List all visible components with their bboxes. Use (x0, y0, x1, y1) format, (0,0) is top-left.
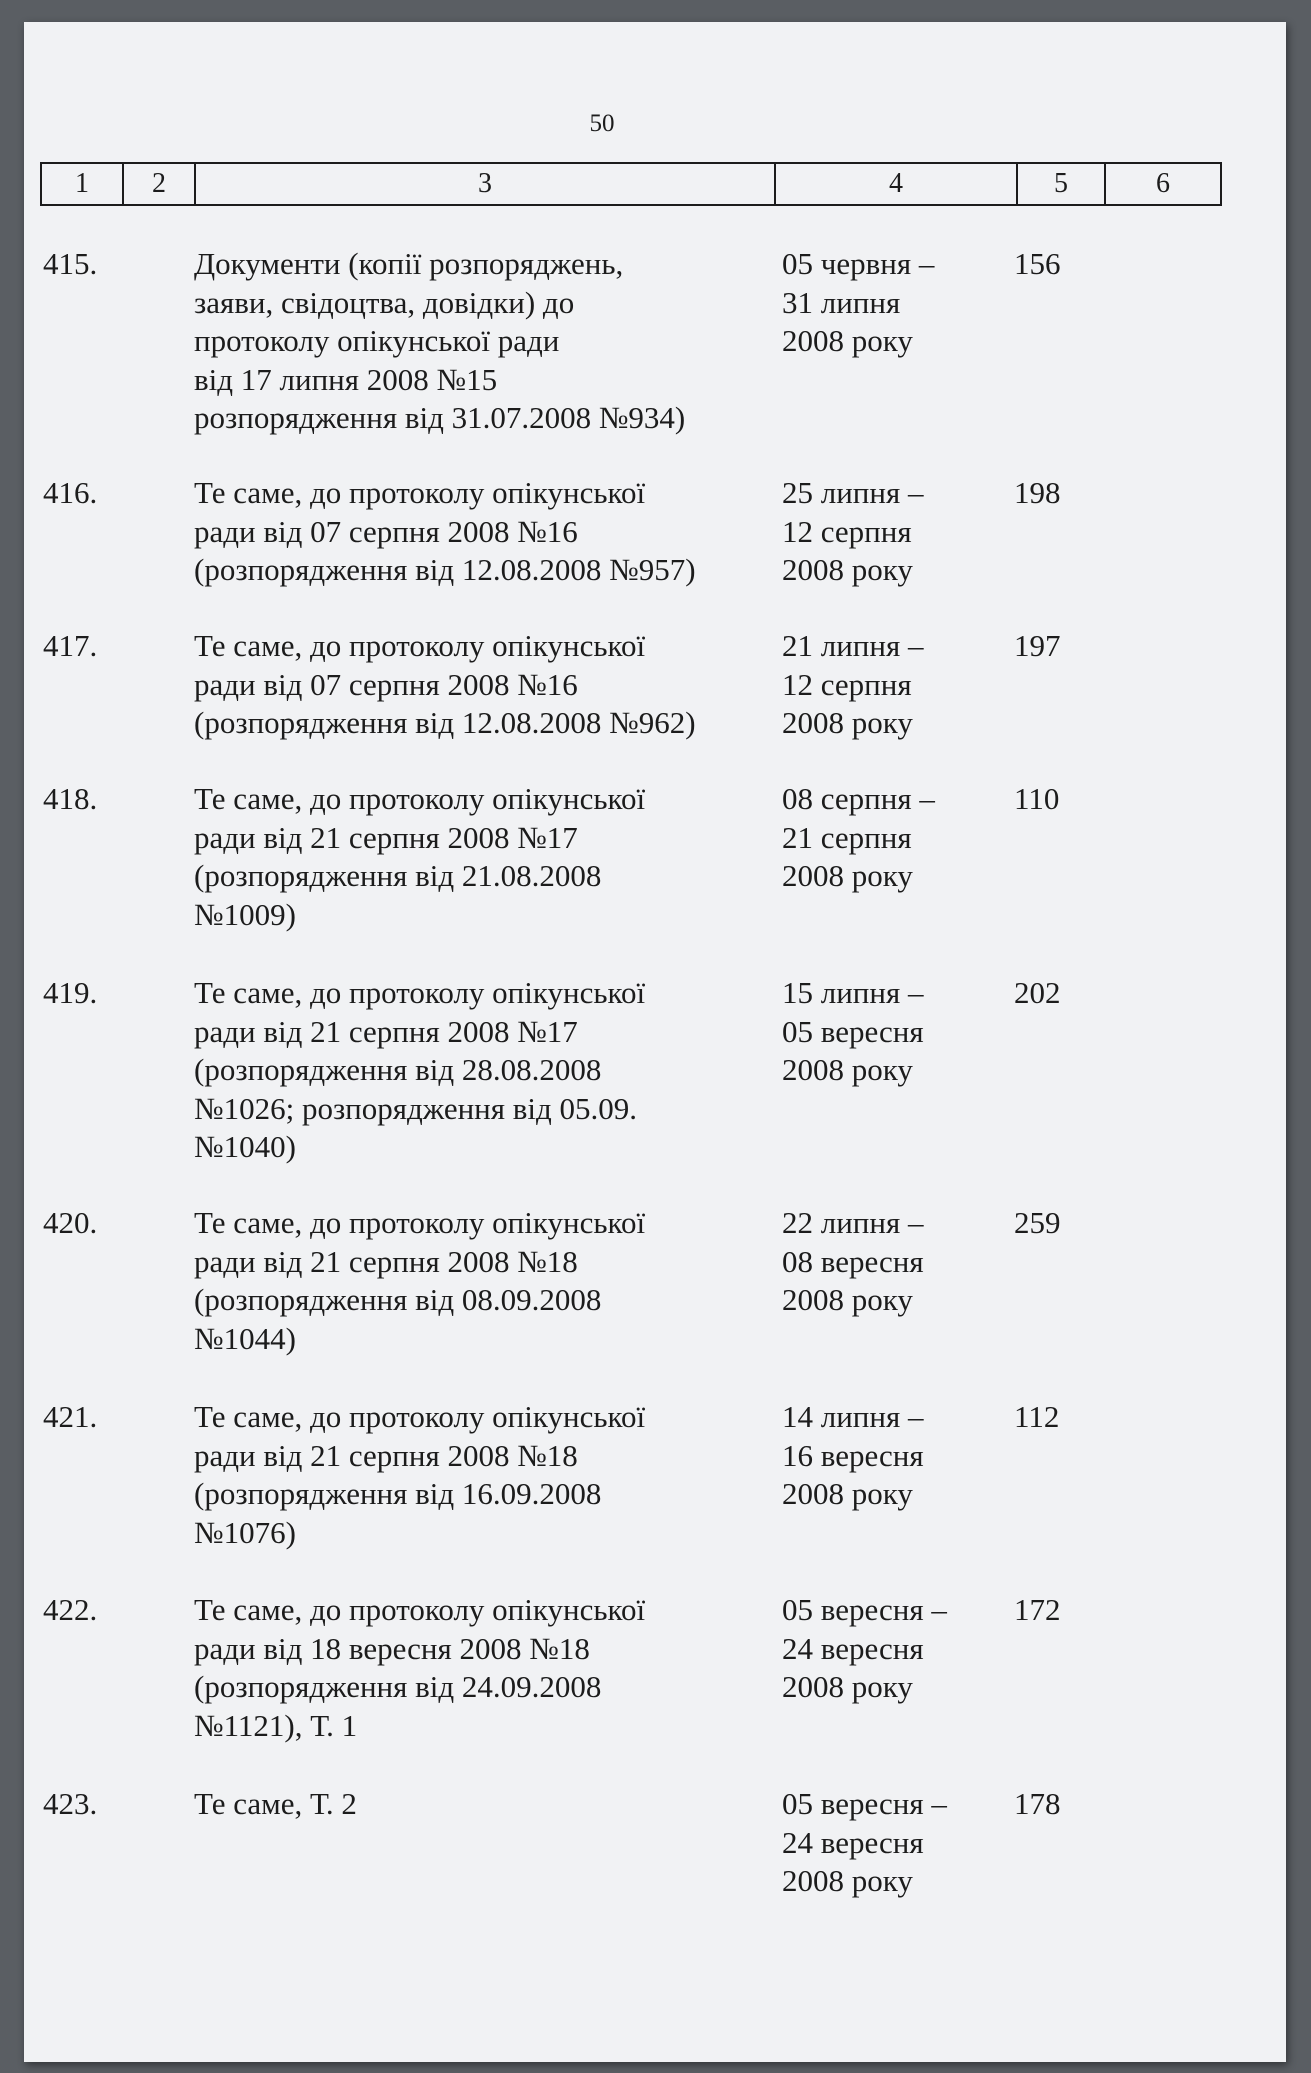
entry-number: 420. (43, 1205, 98, 1240)
entry-number: 422. (43, 1592, 98, 1627)
entry-dates (782, 1785, 1002, 1901)
entry-dates (782, 474, 1002, 590)
entry-dates (782, 627, 1002, 743)
entry-dates (782, 1398, 1002, 1514)
entry-title-line: Те саме, до протоколу опікунської (194, 781, 646, 816)
entry-sheet-count: 110 (1014, 781, 1060, 816)
entry-title (194, 1204, 774, 1358)
entry-title-line: (розпорядження від 08.09.2008 (194, 1282, 602, 1317)
entry-title (194, 245, 774, 438)
entry-title-line: від 17 липня 2008 №15 (194, 361, 498, 397)
entry-date-line: 08 серпня – (782, 781, 935, 816)
entry-title (194, 1785, 774, 1824)
entry-number: 417. (43, 628, 98, 663)
entry-title-line: розпорядження від 31.07.2008 №934) (194, 400, 686, 435)
entry-title (194, 780, 774, 934)
entry-title-line: ради від 21 серпня 2008 №17 (194, 819, 578, 855)
entry-title-line: ради від 07 серпня 2008 №16 (194, 513, 578, 549)
entry-title-line: Те саме, до протоколу опікунської (194, 1205, 646, 1240)
entry-title-line: заяви, свідоцтва, довідки) до (194, 284, 575, 320)
entry-sheet-count: 259 (1014, 1205, 1061, 1240)
entry-title (194, 1398, 774, 1552)
page-number: 50 (589, 110, 615, 137)
entry-title-line: (розпорядження від 12.08.2008 №962) (194, 705, 696, 740)
entry-sheet-count: 156 (1014, 246, 1061, 281)
entry-date-line: 2008 року (782, 1669, 913, 1704)
entry-date-line: 05 вересня – (782, 1786, 947, 1821)
entry-title-line: Те саме, до протоколу опікунської (194, 975, 646, 1010)
entry-title-line: (розпорядження від 24.09.2008 (194, 1669, 602, 1704)
entry-date-line: 12 серпня (782, 666, 912, 702)
entry-date-line: 21 липня – (782, 628, 924, 663)
entry-dates (782, 245, 1002, 361)
entry-date-line: 2008 року (782, 705, 913, 740)
entry-title-line: Те саме, до протоколу опікунської (194, 475, 646, 510)
entry-sheet-count: 112 (1014, 1399, 1060, 1434)
column-header-row (41, 163, 1221, 205)
column-header-2: 2 (123, 163, 195, 205)
entry-date-line: 14 липня – (782, 1399, 924, 1434)
entry-title-line: (розпорядження від 28.08.2008 (194, 1052, 602, 1087)
entry-title-line: ради від 07 серпня 2008 №16 (194, 666, 578, 702)
document-page (24, 22, 1286, 2062)
column-header-6: 6 (1105, 163, 1221, 205)
entry-title-line: Те саме, до протоколу опікунської (194, 1399, 646, 1434)
entry-dates (782, 1591, 1002, 1707)
entry-date-line: 2008 року (782, 1282, 913, 1317)
entry-number: 415. (43, 246, 98, 281)
entry-title-line: Те саме, до протоколу опікунської (194, 628, 646, 663)
entry-title-line: (розпорядження від 12.08.2008 №957) (194, 552, 696, 587)
entry-title (194, 627, 774, 743)
entry-title-line: №1009) (194, 896, 296, 932)
entry-title-line: ради від 21 серпня 2008 №18 (194, 1437, 578, 1473)
entry-title-line: ради від 18 вересня 2008 №18 (194, 1630, 590, 1666)
entry-title-line: протоколу опікунської ради (194, 323, 560, 358)
entry-date-line: 2008 року (782, 552, 913, 587)
entry-number: 423. (43, 1786, 98, 1821)
entry-title-line: №1076) (194, 1514, 296, 1550)
entry-date-line: 24 вересня (782, 1630, 924, 1666)
entry-number: 416. (43, 475, 98, 510)
entry-title-line: №1040) (194, 1129, 296, 1164)
entry-title (194, 474, 774, 590)
entry-sheet-count: 172 (1014, 1592, 1061, 1627)
entry-date-line: 05 вересня – (782, 1592, 947, 1627)
entry-title-line: (розпорядження від 16.09.2008 (194, 1476, 602, 1511)
entry-date-line: 05 червня – (782, 246, 935, 281)
entry-title (194, 974, 774, 1167)
entry-title-line: №1044) (194, 1320, 296, 1356)
entry-date-line: 2008 року (782, 858, 913, 893)
column-header-4: 4 (775, 163, 1017, 205)
entry-title-line: ради від 21 серпня 2008 №17 (194, 1013, 578, 1049)
entry-sheet-count: 197 (1014, 628, 1061, 663)
entry-date-line: 21 серпня (782, 819, 912, 855)
entry-date-line: 15 липня – (782, 975, 924, 1010)
entry-title-line: №1121), Т. 1 (194, 1707, 358, 1743)
entry-dates (782, 1204, 1002, 1320)
entry-date-line: 16 вересня (782, 1437, 924, 1473)
entry-date-line: 2008 року (782, 1863, 913, 1898)
entry-sheet-count: 178 (1014, 1786, 1061, 1821)
entry-date-line: 31 липня (782, 284, 901, 320)
column-header-table (40, 162, 1222, 206)
entry-title-line: Те саме, до протоколу опікунської (194, 1592, 646, 1627)
entry-date-line: 2008 року (782, 323, 913, 358)
entry-date-line: 25 липня – (782, 475, 924, 510)
entry-dates (782, 974, 1002, 1090)
entry-sheet-count: 202 (1014, 975, 1061, 1010)
entry-title-line: Те саме, Т. 2 (194, 1786, 357, 1821)
entry-title-line: (розпорядження від 21.08.2008 (194, 858, 602, 893)
entry-title-line: ради від 21 серпня 2008 №18 (194, 1243, 578, 1279)
entry-title-line: Документи (копії розпоряджень, (194, 246, 624, 281)
entry-title-line: №1026; розпорядження від 05.09. (194, 1090, 638, 1126)
entry-date-line: 24 вересня (782, 1824, 924, 1860)
entry-number: 418. (43, 781, 98, 816)
column-header-1: 1 (41, 163, 123, 205)
entry-title (194, 1591, 774, 1745)
entry-date-line: 22 липня – (782, 1205, 924, 1240)
entry-date-line: 12 серпня (782, 513, 912, 549)
entry-number: 419. (43, 975, 98, 1010)
entry-number: 421. (43, 1399, 98, 1434)
entry-date-line: 05 вересня (782, 1013, 924, 1049)
entry-dates (782, 780, 1002, 896)
entry-date-line: 2008 року (782, 1052, 913, 1087)
entry-sheet-count: 198 (1014, 475, 1061, 510)
column-header-3: 3 (195, 163, 775, 205)
entry-date-line: 2008 року (782, 1476, 913, 1511)
entry-date-line: 08 вересня (782, 1243, 924, 1279)
column-header-5: 5 (1017, 163, 1105, 205)
